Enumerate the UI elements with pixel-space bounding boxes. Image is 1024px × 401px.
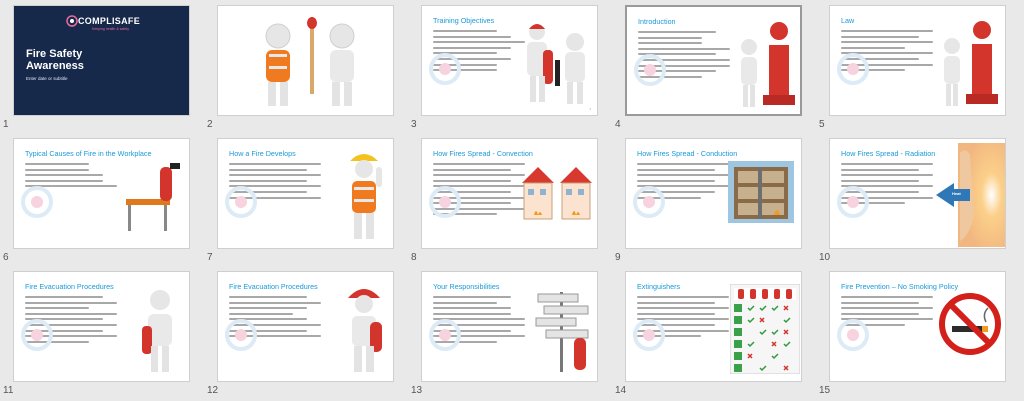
slide-thumb-5[interactable]: [816, 5, 1008, 133]
brand-logo: COMPLISAFE: [78, 16, 141, 26]
slide-title: How Fires Spread - Radiation: [841, 149, 936, 158]
slide-thumb-15[interactable]: [816, 271, 1008, 399]
cover-title: [26, 48, 84, 72]
slide-canvas[interactable]: [829, 271, 1006, 382]
no-smoking-icon: [938, 292, 1002, 356]
slide-number: 4: [615, 119, 621, 130]
slide-title: Fire Evacuation Procedures: [229, 282, 318, 291]
slide-title: Fire Evacuation Procedures: [25, 282, 114, 291]
slide-number: 6: [3, 252, 9, 263]
slide-thumb-2[interactable]: [204, 5, 396, 133]
cover-title-line-1: Fire Safety: [26, 48, 83, 60]
slide-canvas[interactable]: [421, 271, 598, 382]
info-i-figure-illustration: [735, 17, 801, 113]
slide-canvas[interactable]: [421, 138, 598, 249]
watermark-logo-icon: [428, 318, 462, 352]
watermark-logo-icon: [632, 185, 666, 219]
slide-number: 13: [411, 385, 423, 396]
slide-number: 15: [819, 385, 831, 396]
slide-title: How a Fire Develops: [229, 149, 296, 158]
slide-number: 12: [207, 385, 219, 396]
extinguisher-chart-illustration: [730, 284, 800, 374]
slide-thumb-4[interactable]: [612, 5, 804, 133]
signpost-extinguisher-illustration: [530, 286, 596, 378]
info-i-figure-illustration: [938, 16, 1004, 112]
hand-heat-radiation-illustration: [936, 143, 1006, 247]
slide-title: Training Objectives: [433, 16, 495, 25]
slide-number: 1: [3, 119, 9, 130]
watermark-logo-icon: [836, 52, 870, 86]
firefighter-figure-illustration: [336, 282, 392, 376]
slide-thumb-9[interactable]: [612, 138, 804, 266]
logo-mark-icon: [66, 15, 78, 27]
slide-title: Introduction: [638, 17, 676, 26]
slide-number: 9: [615, 252, 621, 263]
slide-thumb-13[interactable]: [408, 271, 600, 399]
slide-number: 2: [207, 119, 213, 130]
slide-canvas[interactable]: [217, 271, 394, 382]
slide-canvas[interactable]: [13, 271, 190, 382]
watermark-logo-icon: [632, 318, 666, 352]
two-figures-matchstick-illustration: [238, 14, 378, 112]
watermark-logo-icon: [836, 318, 870, 352]
cover-subtitle: Enter date or subtitle: [26, 76, 68, 81]
slide-canvas[interactable]: [217, 138, 394, 249]
watermark-logo-icon: [20, 185, 54, 219]
building-conduction-diagram: [728, 161, 794, 223]
watermark-logo-icon: [224, 318, 258, 352]
slide-number: 5: [819, 119, 825, 130]
slide-canvas[interactable]: [625, 138, 802, 249]
cover-title-line-2: Awareness: [26, 60, 84, 72]
slide-canvas[interactable]: [13, 138, 190, 249]
slide-title: Law: [841, 16, 855, 25]
slide-canvas[interactable]: [625, 271, 802, 382]
watermark-logo-icon: [428, 52, 462, 86]
watermark-logo-icon: [20, 318, 54, 352]
slide-thumb-10[interactable]: [816, 138, 1008, 266]
heat-arrow-label: Heat: [952, 191, 961, 196]
figure-with-extinguisher-illustration: [134, 286, 186, 376]
slide-title: Fire Prevention – No Smoking Policy: [841, 282, 959, 291]
slide-title: Extinguishers: [637, 282, 681, 291]
watermark-logo-icon: [428, 185, 462, 219]
brand-tagline: Keeping health & safety: [92, 27, 129, 31]
table-extinguisher-illustration: [124, 159, 186, 241]
slide-thumb-3[interactable]: [408, 5, 600, 133]
slide-thumb-1[interactable]: [0, 5, 192, 133]
slide-number: 11: [3, 385, 14, 396]
houses-convection-diagram: [520, 161, 596, 225]
slide-thumb-11[interactable]: [0, 271, 192, 399]
watermark-logo-icon: [836, 185, 870, 219]
slide-canvas[interactable]: [625, 5, 802, 116]
slide-canvas[interactable]: [829, 138, 1006, 249]
slide-thumb-7[interactable]: [204, 138, 396, 266]
extinguisher-figure-illustration: [517, 20, 595, 110]
slide-title: Typical Causes of Fire in the Workplace: [25, 149, 152, 158]
slide-thumb-14[interactable]: [612, 271, 804, 399]
watermark-logo-icon: [633, 53, 667, 87]
watermark-logo-icon: [224, 185, 258, 219]
slide-number: 8: [411, 252, 417, 263]
slide-thumb-6[interactable]: [0, 138, 192, 266]
hard-hat-worker-illustration: [336, 147, 392, 245]
slide-title: Your Responsibilities: [433, 282, 500, 291]
slide-number: 7: [207, 252, 213, 263]
slide-thumb-12[interactable]: [204, 271, 396, 399]
slide-number: 14: [615, 385, 627, 396]
slide-canvas[interactable]: Training Objectives 3: [421, 5, 598, 116]
slide-title: How Fires Spread - Convection: [433, 149, 533, 158]
slide-number: 3: [411, 119, 417, 130]
slide-title: How Fires Spread - Conduction: [637, 149, 738, 158]
slide-canvas[interactable]: [13, 5, 190, 116]
slide-number: 10: [819, 252, 831, 263]
slide-thumb-8[interactable]: [408, 138, 600, 266]
slide-canvas[interactable]: [829, 5, 1006, 116]
slide-canvas[interactable]: [217, 5, 394, 116]
